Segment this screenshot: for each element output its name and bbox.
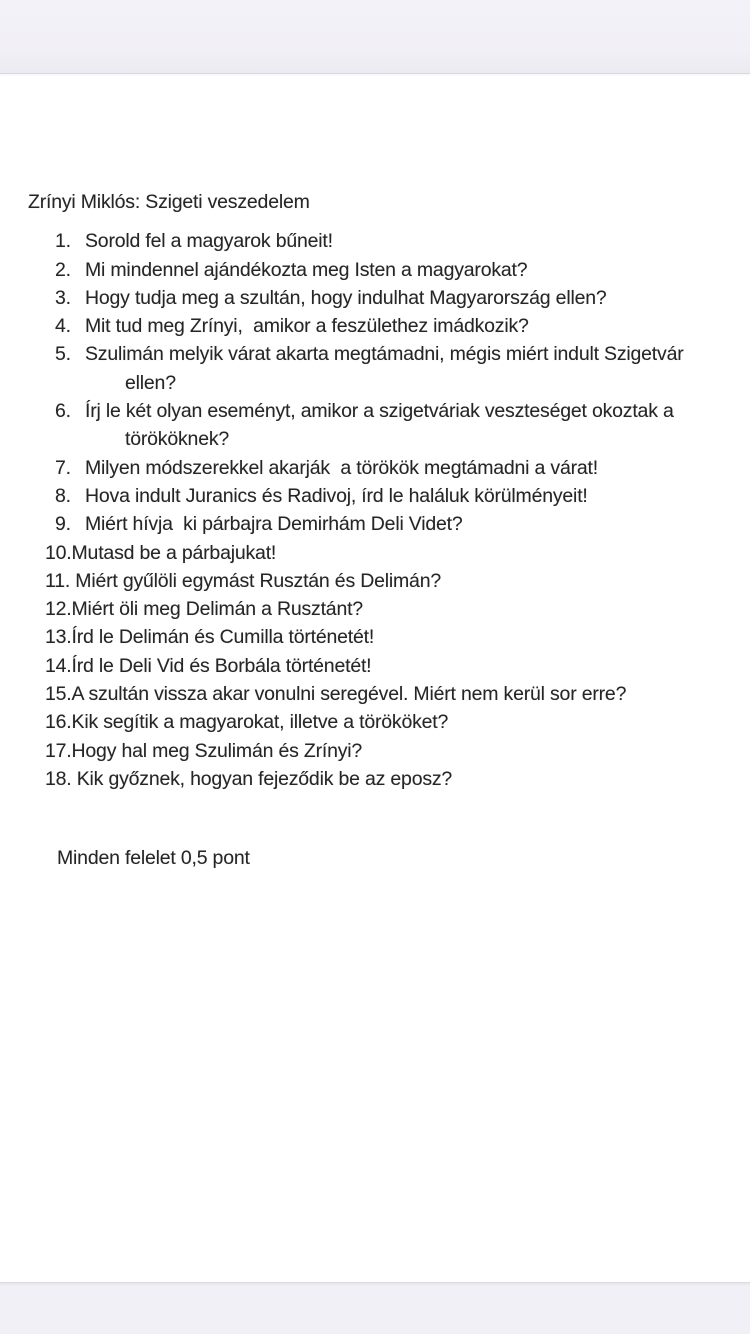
question-text-continued: törököknek? (125, 428, 230, 451)
question-number: 13. (45, 626, 72, 649)
question-number: 6. (55, 400, 71, 423)
question-text: Hogy tudja meg a szultán, hogy indulhat Magyarország ellen? (85, 286, 607, 309)
question-item-10 (45, 539, 735, 567)
question-number: 16. (45, 711, 72, 734)
top-chrome-band (0, 0, 750, 74)
question-text: Mutasd be a párbajukat! (71, 541, 277, 564)
question-item-12 (45, 595, 735, 623)
question-text: Hogy hal meg Szulimán és Zrínyi? (71, 739, 363, 762)
question-number: 8. (55, 484, 71, 507)
question-number: 10. (45, 541, 72, 564)
points-note: Minden felelet 0,5 pont (57, 847, 250, 870)
question-item-17 (45, 737, 735, 765)
question-number: 2. (55, 258, 71, 281)
question-number: 1. (55, 230, 71, 253)
question-item-14 (45, 652, 735, 680)
question-text: Írj le két olyan eseményt, amikor a szigetváriak veszteséget okoztak a (85, 400, 674, 423)
question-text: Mit tud meg Zrínyi, amikor a feszülethez imádkozik? (85, 315, 529, 338)
question-number: 4. (55, 315, 71, 338)
question-item-3 (45, 284, 735, 312)
question-item-2 (45, 256, 735, 284)
question-text: Kik győznek, hogyan fejeződik be az eposz? (76, 767, 453, 790)
question-item-5 (45, 340, 735, 397)
question-item-4 (45, 312, 735, 340)
question-text: Mi mindennel ajándékozta meg Isten a magyarokat? (85, 258, 528, 281)
question-number: 15. (45, 683, 72, 706)
question-number: 17. (45, 739, 72, 762)
question-number: 3. (55, 286, 71, 309)
question-number: 14. (45, 654, 72, 677)
question-item-9 (45, 510, 735, 538)
question-number: 11. (45, 569, 76, 592)
question-text: Milyen módszerekkel akarják a törökök megtámadni a várat! (85, 456, 598, 479)
question-item-13 (45, 623, 735, 651)
question-text: A szultán vissza akar vonulni seregével. Miért nem kerül sor erre? (71, 683, 627, 706)
question-text: Írd le Delimán és Cumilla történetét! (71, 626, 375, 649)
question-number: 9. (55, 513, 71, 536)
document-page (0, 74, 750, 1282)
question-item-1 (45, 227, 735, 255)
question-list (45, 227, 735, 793)
question-item-15 (45, 680, 735, 708)
question-text: Szulimán melyik várat akarta megtámadni, mégis miért indult Szigetvár (85, 343, 684, 366)
question-text: Miért hívja ki párbajra Demirhám Deli Videt? (85, 513, 463, 536)
question-item-11 (45, 567, 735, 595)
question-number: 12. (45, 598, 72, 621)
question-text: Miért öli meg Delimán a Rusztánt? (71, 598, 363, 621)
question-text: Hova indult Juranics és Radivoj, írd le haláluk körülményeit! (85, 484, 588, 507)
question-item-7 (45, 454, 735, 482)
document-title: Zrínyi Miklós: Szigeti veszedelem (28, 191, 310, 213)
question-number: 18. (45, 767, 77, 790)
question-text: Írd le Deli Vid és Borbála történetét! (71, 654, 372, 677)
question-item-6 (45, 397, 735, 454)
question-text-continued: ellen? (125, 371, 176, 394)
bottom-chrome-band (0, 1282, 750, 1334)
question-item-8 (45, 482, 735, 510)
question-number: 5. (55, 343, 71, 366)
question-number: 7. (55, 456, 71, 479)
question-text: Miért gyűlöli egymást Rusztán és Delimán? (75, 569, 441, 592)
question-item-16 (45, 708, 735, 736)
question-item-18 (45, 765, 735, 793)
question-text: Kik segítik a magyarokat, illetve a törököket? (71, 711, 449, 734)
question-text: Sorold fel a magyarok bűneit! (85, 230, 333, 253)
